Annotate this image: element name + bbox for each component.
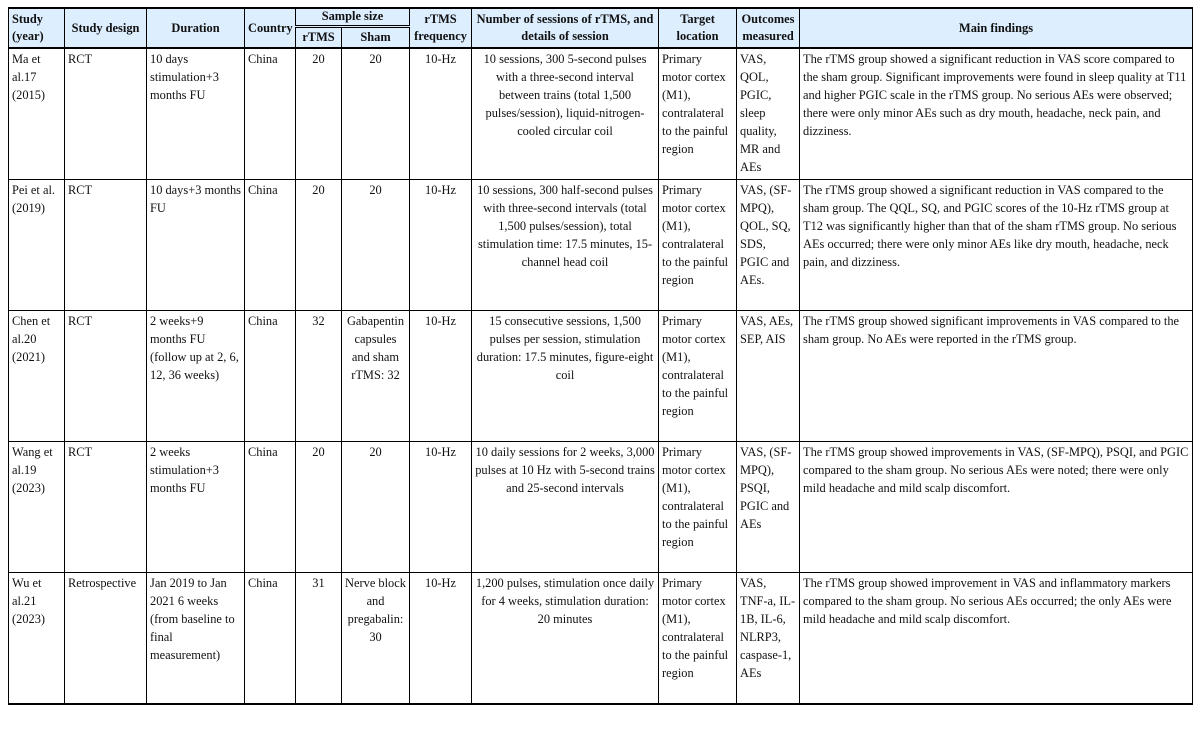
cell-frequency: 10-Hz xyxy=(410,311,472,442)
cell-sham: 20 xyxy=(342,180,410,311)
header-study: Study (year) xyxy=(9,8,65,48)
cell-target: Primary motor cortex (M1), contralateral to the painful region xyxy=(659,180,737,311)
header-sham: Sham xyxy=(342,27,410,49)
table-row xyxy=(9,180,1193,311)
cell-duration: Jan 2019 to Jan 2021 6 weeks (from baseline to final measurement) xyxy=(147,573,245,705)
cell-rtms: 20 xyxy=(296,180,342,311)
cell-frequency: 10-Hz xyxy=(410,442,472,573)
cell-target: Primary motor cortex (M1), contralateral to the painful region xyxy=(659,48,737,180)
cell-design: RCT xyxy=(65,442,147,573)
header-rtms: rTMS xyxy=(296,27,342,49)
cell-country: China xyxy=(245,311,296,442)
cell-design: RCT xyxy=(65,48,147,180)
table-header xyxy=(9,8,1193,48)
cell-sham: 20 xyxy=(342,442,410,573)
cell-target: Primary motor cortex (M1), contralateral to the painful region xyxy=(659,311,737,442)
cell-frequency: 10-Hz xyxy=(410,180,472,311)
cell-findings: The rTMS group showed significant improvements in VAS compared to the sham group. No AEs were reported in the rTMS group. xyxy=(800,311,1193,442)
study-table-container xyxy=(8,7,1193,705)
cell-outcomes: VAS, (SF-MPQ), PSQI, PGIC and AEs xyxy=(737,442,800,573)
cell-study: Wang et al.19 (2023) xyxy=(9,442,65,573)
cell-country: China xyxy=(245,180,296,311)
cell-duration: 2 weeks+9 months FU (follow up at 2, 6, 12, 36 weeks) xyxy=(147,311,245,442)
cell-findings: The rTMS group showed improvement in VAS and inflammatory markers compared to the sham group. No serious AEs occurred; the only AEs were mild headache and mild scalp discomfort. xyxy=(800,573,1193,705)
cell-sessions: 10 sessions, 300 5-second pulses with a three-second interval between trains (total 1,500 pulses/session), liquid-nitrogen-cooled circular coil xyxy=(472,48,659,180)
header-sessions: Number of sessions of rTMS, and details of session xyxy=(472,8,659,48)
cell-duration: 2 weeks stimulation+3 months FU xyxy=(147,442,245,573)
cell-target: Primary motor cortex (M1), contralateral to the painful region xyxy=(659,442,737,573)
cell-sham: 20 xyxy=(342,48,410,180)
header-frequency: rTMS frequency xyxy=(410,8,472,48)
cell-outcomes: VAS, AEs, SEP, AIS xyxy=(737,311,800,442)
cell-design: Retrospective xyxy=(65,573,147,705)
cell-outcomes: VAS, (SF-MPQ), QOL, SQ, SDS, PGIC and AEs. xyxy=(737,180,800,311)
cell-rtms: 31 xyxy=(296,573,342,705)
cell-country: China xyxy=(245,573,296,705)
cell-country: China xyxy=(245,442,296,573)
header-country: Country xyxy=(245,8,296,48)
cell-study: Ma et al.17 (2015) xyxy=(9,48,65,180)
cell-sham: Gabapentin capsules and sham rTMS: 32 xyxy=(342,311,410,442)
header-target-location: Target location xyxy=(659,8,737,48)
header-study-design: Study design xyxy=(65,8,147,48)
cell-rtms: 20 xyxy=(296,442,342,573)
cell-country: China xyxy=(245,48,296,180)
cell-study: Wu et al.21 (2023) xyxy=(9,573,65,705)
table-row xyxy=(9,311,1193,442)
header-sample-size: Sample size xyxy=(296,8,410,27)
cell-design: RCT xyxy=(65,180,147,311)
cell-study: Pei et al. (2019) xyxy=(9,180,65,311)
cell-findings: The rTMS group showed improvements in VAS, (SF-MPQ), PSQI, and PGIC compared to the sham group. No serious AEs were noted; there were only mild headache and mild scalp discomfort. xyxy=(800,442,1193,573)
cell-sessions: 10 sessions, 300 half-second pulses with three-second intervals (total 1,500 pulses/session), total stimulation time: 17.5 minutes, 15-channel head coil xyxy=(472,180,659,311)
cell-frequency: 10-Hz xyxy=(410,573,472,705)
cell-sessions: 10 daily sessions for 2 weeks, 3,000 pulses at 10 Hz with 5-second trains and 25-second intervals xyxy=(472,442,659,573)
cell-rtms: 20 xyxy=(296,48,342,180)
cell-outcomes: VAS, TNF-a, IL-1B, IL-6, NLRP3, caspase-1, AEs xyxy=(737,573,800,705)
cell-study: Chen et al.20 (2021) xyxy=(9,311,65,442)
table-row xyxy=(9,573,1193,705)
cell-findings: The rTMS group showed a significant reduction in VAS score compared to the sham group. Significant improvements were found in sleep quality at T11 and higher PGIC scale in the rTMS group. No serious AEs were observed; there were only minor AEs such as dry mouth, headache, neck pain, and dizziness. xyxy=(800,48,1193,180)
cell-sham: Nerve block and pregabalin: 30 xyxy=(342,573,410,705)
header-outcomes: Outcomes measured xyxy=(737,8,800,48)
cell-sessions: 1,200 pulses, stimulation once daily for 4 weeks, stimulation duration: 20 minutes xyxy=(472,573,659,705)
cell-rtms: 32 xyxy=(296,311,342,442)
table-row xyxy=(9,48,1193,180)
cell-outcomes: VAS, QOL, PGIC, sleep quality, MR and AEs xyxy=(737,48,800,180)
table-body xyxy=(9,48,1193,704)
cell-design: RCT xyxy=(65,311,147,442)
study-table xyxy=(8,7,1193,705)
cell-sessions: 15 consecutive sessions, 1,500 pulses per session, stimulation duration: 17.5 minutes, figure-eight coil xyxy=(472,311,659,442)
table-row xyxy=(9,442,1193,573)
cell-findings: The rTMS group showed a significant reduction in VAS compared to the sham group. The QQL, SQ, and PGIC scores of the 10-Hz rTMS group at T12 was significantly higher than that of the sham rTMS group. No serious AEs occurred; there were only minor AEs like dry mouth, headache, neck pain, and dizziness. xyxy=(800,180,1193,311)
cell-target: Primary motor cortex (M1), contralateral to the painful region xyxy=(659,573,737,705)
cell-frequency: 10-Hz xyxy=(410,48,472,180)
cell-duration: 10 days stimulation+3 months FU xyxy=(147,48,245,180)
header-duration: Duration xyxy=(147,8,245,48)
header-main-findings: Main findings xyxy=(800,8,1193,48)
cell-duration: 10 days+3 months FU xyxy=(147,180,245,311)
